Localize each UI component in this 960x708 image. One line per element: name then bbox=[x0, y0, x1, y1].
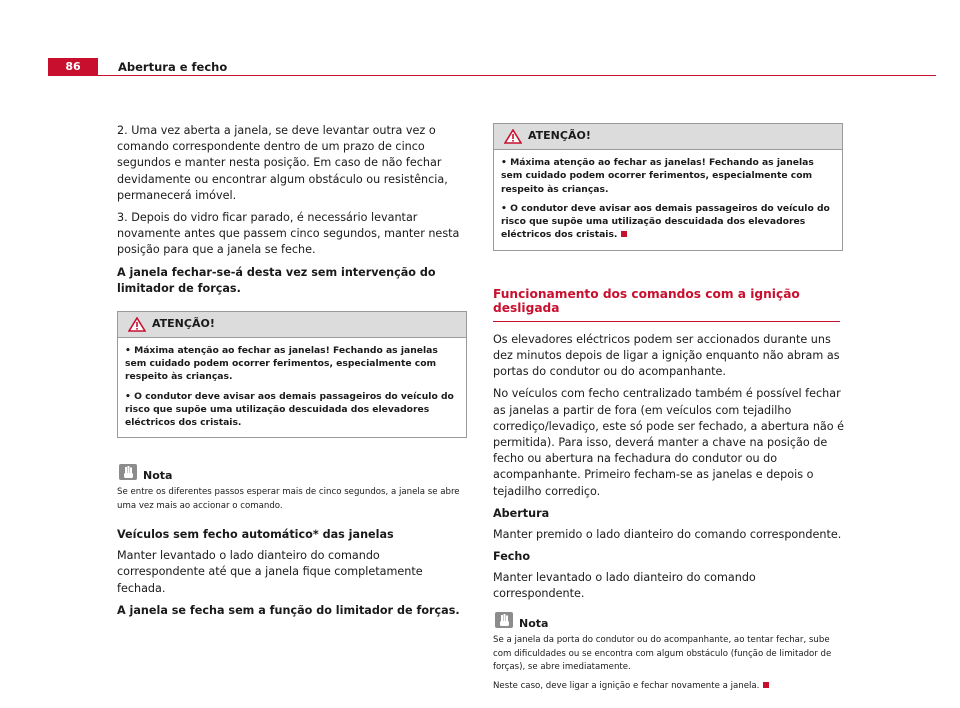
closing-text: Manter levantado o lado dianteiro do comando correspondente. bbox=[493, 571, 756, 601]
warning-item-2-text: • O condutor deve avisar aos demais passageiros do veículo do risco que supõe uma utilização descuidada dos elevadores eléctricos dos cristais. bbox=[501, 202, 830, 241]
note-header-left bbox=[117, 464, 469, 484]
page-title: Abertura e fecho bbox=[118, 60, 228, 74]
warning-body bbox=[118, 338, 466, 438]
step-3-paragraph: 3. Depois do vidro ficar parado, é necessário levantar novamente antes que passem cinco segundos, manter nesta posição para que a janela se feche. bbox=[117, 211, 460, 257]
end-square-icon bbox=[763, 682, 769, 688]
warning-item-2 bbox=[501, 202, 835, 242]
warning-item-1: • Máxima atenção ao fechar as janelas! Fechando as janelas sem cuidado podem ocorrer ferimentos, especialmente com respeito às crianças. bbox=[501, 157, 814, 195]
note-text-2 bbox=[493, 680, 845, 693]
closing-subheading: Fecho bbox=[493, 550, 531, 564]
step-2-paragraph: 2. Uma vez aberta a janela, se deve levantar outra vez o comando correspondente dentro de um prazo de cinco segundos e manter nesta posição. Em caso de não fechar devidamente ou encontrar algum obstáculo ou resistência, permanecerá imóvel. bbox=[117, 124, 448, 202]
opening-text: Manter premido o lado dianteiro do comando correspondente. bbox=[493, 527, 842, 541]
note-text-2-content: Neste caso, deve ligar a ignição e fechar novamente a janela. bbox=[493, 680, 760, 691]
section-subheading: Veículos sem fecho automático* das janelas bbox=[117, 528, 394, 542]
force-limiter-statement: A janela fechar-se-á desta vez sem intervenção do limitador de forças. bbox=[117, 265, 436, 295]
warning-box-left bbox=[117, 311, 467, 439]
note-header-right bbox=[493, 612, 845, 632]
left-column bbox=[117, 123, 469, 624]
warning-header bbox=[494, 124, 842, 150]
end-square-icon bbox=[621, 231, 627, 237]
warning-box-right bbox=[493, 123, 843, 251]
note-hand-icon bbox=[119, 464, 137, 480]
warning-item-1: • Máxima atenção ao fechar as janelas! Fechando as janelas sem cuidado podem ocorrer ferimentos, especialmente com respeito às crianças. bbox=[125, 344, 438, 383]
ignition-off-paragraph: Os elevadores eléctricos podem ser accionados durante uns dez minutos depois de ligar a ignição enquanto não abram as portas do condutor ou do acompanhante. bbox=[493, 332, 840, 379]
warning-triangle-icon bbox=[128, 317, 146, 332]
no-limiter-statement: A janela se fecha sem a função do limitador de forças. bbox=[117, 603, 460, 617]
note-title: Nota bbox=[519, 617, 549, 631]
manual-close-paragraph: Manter levantado o lado dianteiro do comando correspondente até que a janela fique completamente fechada. bbox=[117, 549, 423, 595]
note-text: Se entre os diferentes passos esperar mais de cinco segundos, a janela se abre uma vez mais ao accionar o comando. bbox=[117, 487, 460, 511]
warning-title: ATENÇÃO! bbox=[152, 316, 215, 330]
warning-body bbox=[494, 150, 842, 250]
section-title: Funcionamento dos comandos com a ignição desligada bbox=[493, 287, 840, 322]
note-title: Nota bbox=[143, 469, 173, 483]
warning-triangle-icon bbox=[504, 129, 522, 144]
central-locking-paragraph: No veículos com fecho centralizado também é possível fechar as janelas a partir de fora (em veículos com tejadilho corrediço/levadiço, este só pode ser fechado, a abertura não é permitida). Para isso, deverá manter a chave na posição de fecho ou abertura na fechadura do condutor ou do acompanhante. Primeiro fecham-se as janelas e depois o tejadilho corrediço. bbox=[493, 387, 845, 498]
header-rule bbox=[48, 75, 936, 76]
right-column bbox=[493, 123, 845, 698]
warning-title: ATENÇÃO! bbox=[528, 129, 591, 142]
warning-item-2: • O condutor deve avisar aos demais passageiros do veículo do risco que supõe uma utilização descuidada dos elevadores eléctricos dos cristais. bbox=[125, 390, 454, 429]
note-text-1: Se a janela da porta do condutor ou do acompanhante, ao tentar fechar, sube com dificuldades ou se encontra com algum obstáculo (função de limitador de forças), se abre imediatamente. bbox=[493, 635, 832, 673]
note-hand-icon bbox=[495, 612, 513, 628]
warning-header bbox=[118, 312, 466, 338]
opening-subheading: Abertura bbox=[493, 506, 550, 520]
page-number: 86 bbox=[48, 58, 98, 76]
